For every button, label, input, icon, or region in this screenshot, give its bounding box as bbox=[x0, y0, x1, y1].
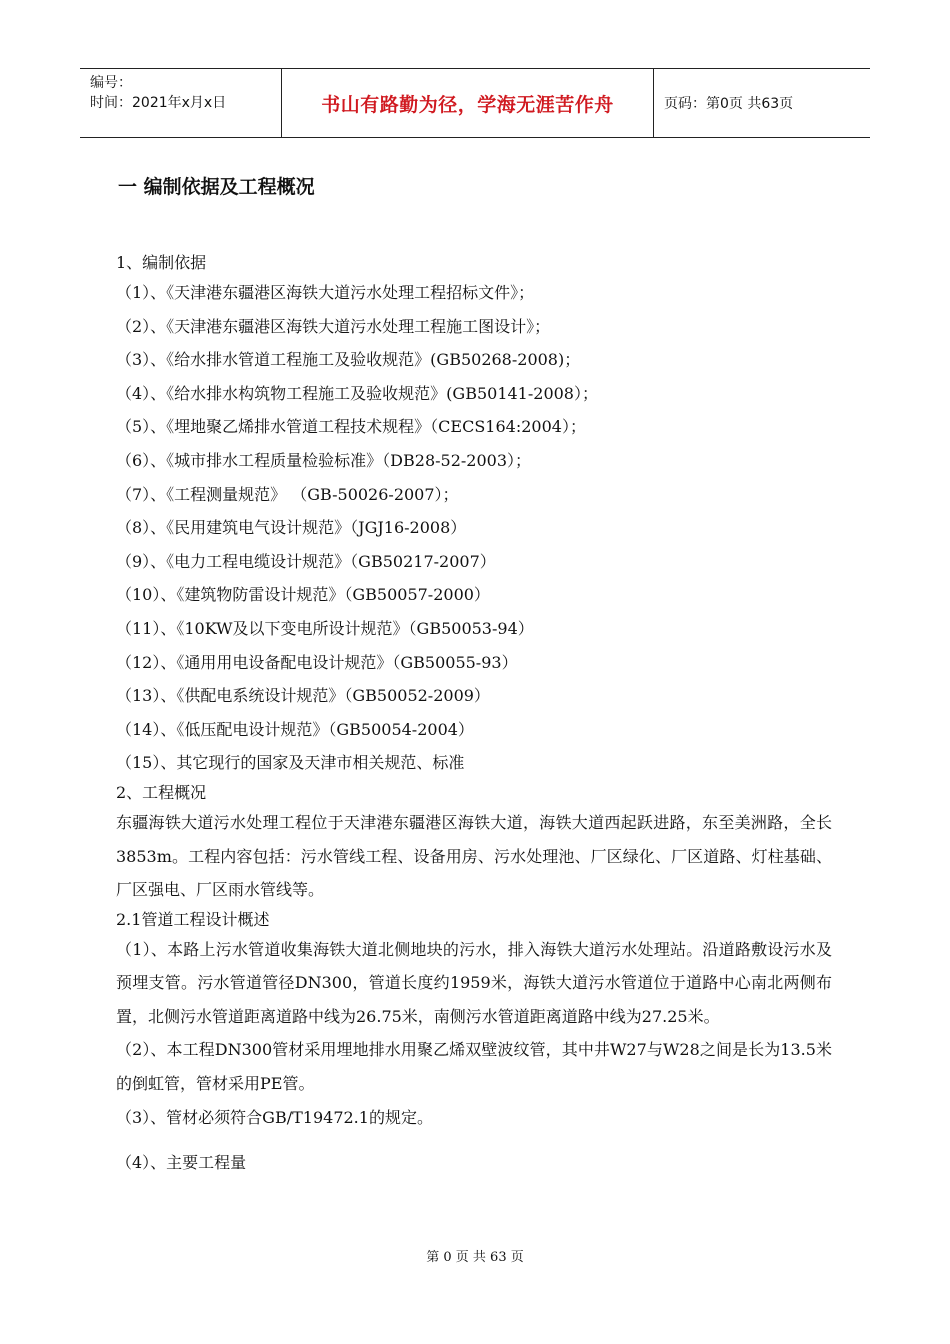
pipeline-paragraph-1: （1）、本路上污水管道收集海铁大道北侧地块的污水，排入海铁大道污水处理站。沿道路敷设污水及预埋支管。污水管道管径DN300，管道长度约1959米，海铁大道污水管道位于道路中心南北两侧布置，北侧污水管道距离道路中线为26.75米，南侧污水管道距离道路中线为27.25米。 bbox=[116, 939, 832, 1026]
basis-item: （4）、《给水排水构筑物工程施工及验收规范》(GB50141-2008）； bbox=[116, 383, 598, 403]
document-body bbox=[116, 250, 832, 1180]
overview-text: 东疆海铁大道污水处理工程位于天津港东疆港区海铁大道，海铁大道西起跃进路，东至美洲路，全长3853m。工程内容包括：污水管线工程、设备用房、污水处理池、厂区绿化、厂区道路、灯柱基础、厂区强电、厂区雨水管线等。 bbox=[116, 812, 832, 900]
basis-item: （1）、《天津港东疆港区海铁大道污水处理工程招标文件》； bbox=[116, 283, 535, 302]
header-motto: 书山有路勤为径，学海无涯苦作舟 bbox=[282, 69, 654, 137]
pipeline-paragraph-2: （2）、本工程DN300管材采用埋地排水用聚乙烯双壁波纹管，其中井W27与W28之间是长为13.5米的倒虹管，管材采用PE管。 bbox=[116, 1040, 832, 1094]
basis-item: （12）、《通用用电设备配电设计规范》（GB50055-93） bbox=[116, 652, 518, 672]
page-footer bbox=[0, 1246, 950, 1265]
pipeline-title: 2.1管道工程设计概述 bbox=[116, 909, 270, 929]
basis-list bbox=[116, 276, 832, 780]
basis-item: （11）、《10KW及以下变电所设计规范》（GB50053-94） bbox=[116, 618, 534, 638]
number-label: 编号： bbox=[90, 75, 132, 91]
basis-item: （10）、《建筑物防雷设计规范》（GB50057-2000） bbox=[116, 585, 490, 605]
basis-item: （6）、《城市排水工程质量检验标准》（DB28-52-2003）； bbox=[116, 450, 532, 470]
overview-title: 2、工程概况 bbox=[116, 782, 207, 802]
basis-title: 1、编制依据 bbox=[116, 253, 207, 272]
basis-item: （5）、《埋地聚乙烯排水管道工程技术规程》（CECS164:2004）； bbox=[116, 417, 586, 437]
basis-item: （2）、《天津港东疆港区海铁大道污水处理工程施工图设计》； bbox=[116, 316, 551, 336]
time-label: 时间：2021年x月x日 bbox=[90, 95, 227, 111]
basis-item: （15）、其它现行的国家及天津市相关规范、标准 bbox=[116, 753, 465, 773]
spacer bbox=[116, 1134, 832, 1146]
basis-item: （8）、《民用建筑电气设计规范》（JGJ16-2008） bbox=[116, 518, 467, 538]
page-header bbox=[80, 68, 870, 138]
header-page-label: 页码：第0页 共63页 bbox=[664, 96, 794, 112]
pipeline-paragraph-4: （4）、主要工程量 bbox=[116, 1153, 247, 1173]
footer-page-number: 第 0 页 共 63 页 bbox=[426, 1250, 524, 1265]
basis-item: （9）、《电力工程电缆设计规范》（GB50217-2007） bbox=[116, 551, 496, 571]
pipeline-paragraph-3: （3）、管材必须符合GB/T19472.1的规定。 bbox=[116, 1107, 433, 1127]
basis-item: （3）、《给水排水管道工程施工及验收规范》(GB50268-2008)； bbox=[116, 350, 581, 370]
basis-item: （13）、《供配电系统设计规范》（GB50052-2009） bbox=[116, 686, 490, 706]
basis-item: （7）、《工程测量规范》 （GB-50026-2007）； bbox=[116, 484, 459, 504]
header-meta bbox=[80, 69, 282, 137]
basis-item: （14）、《低压配电设计规范》（GB50054-2004） bbox=[116, 719, 474, 739]
section-title: 一 编制依据及工程概况 bbox=[118, 176, 315, 198]
